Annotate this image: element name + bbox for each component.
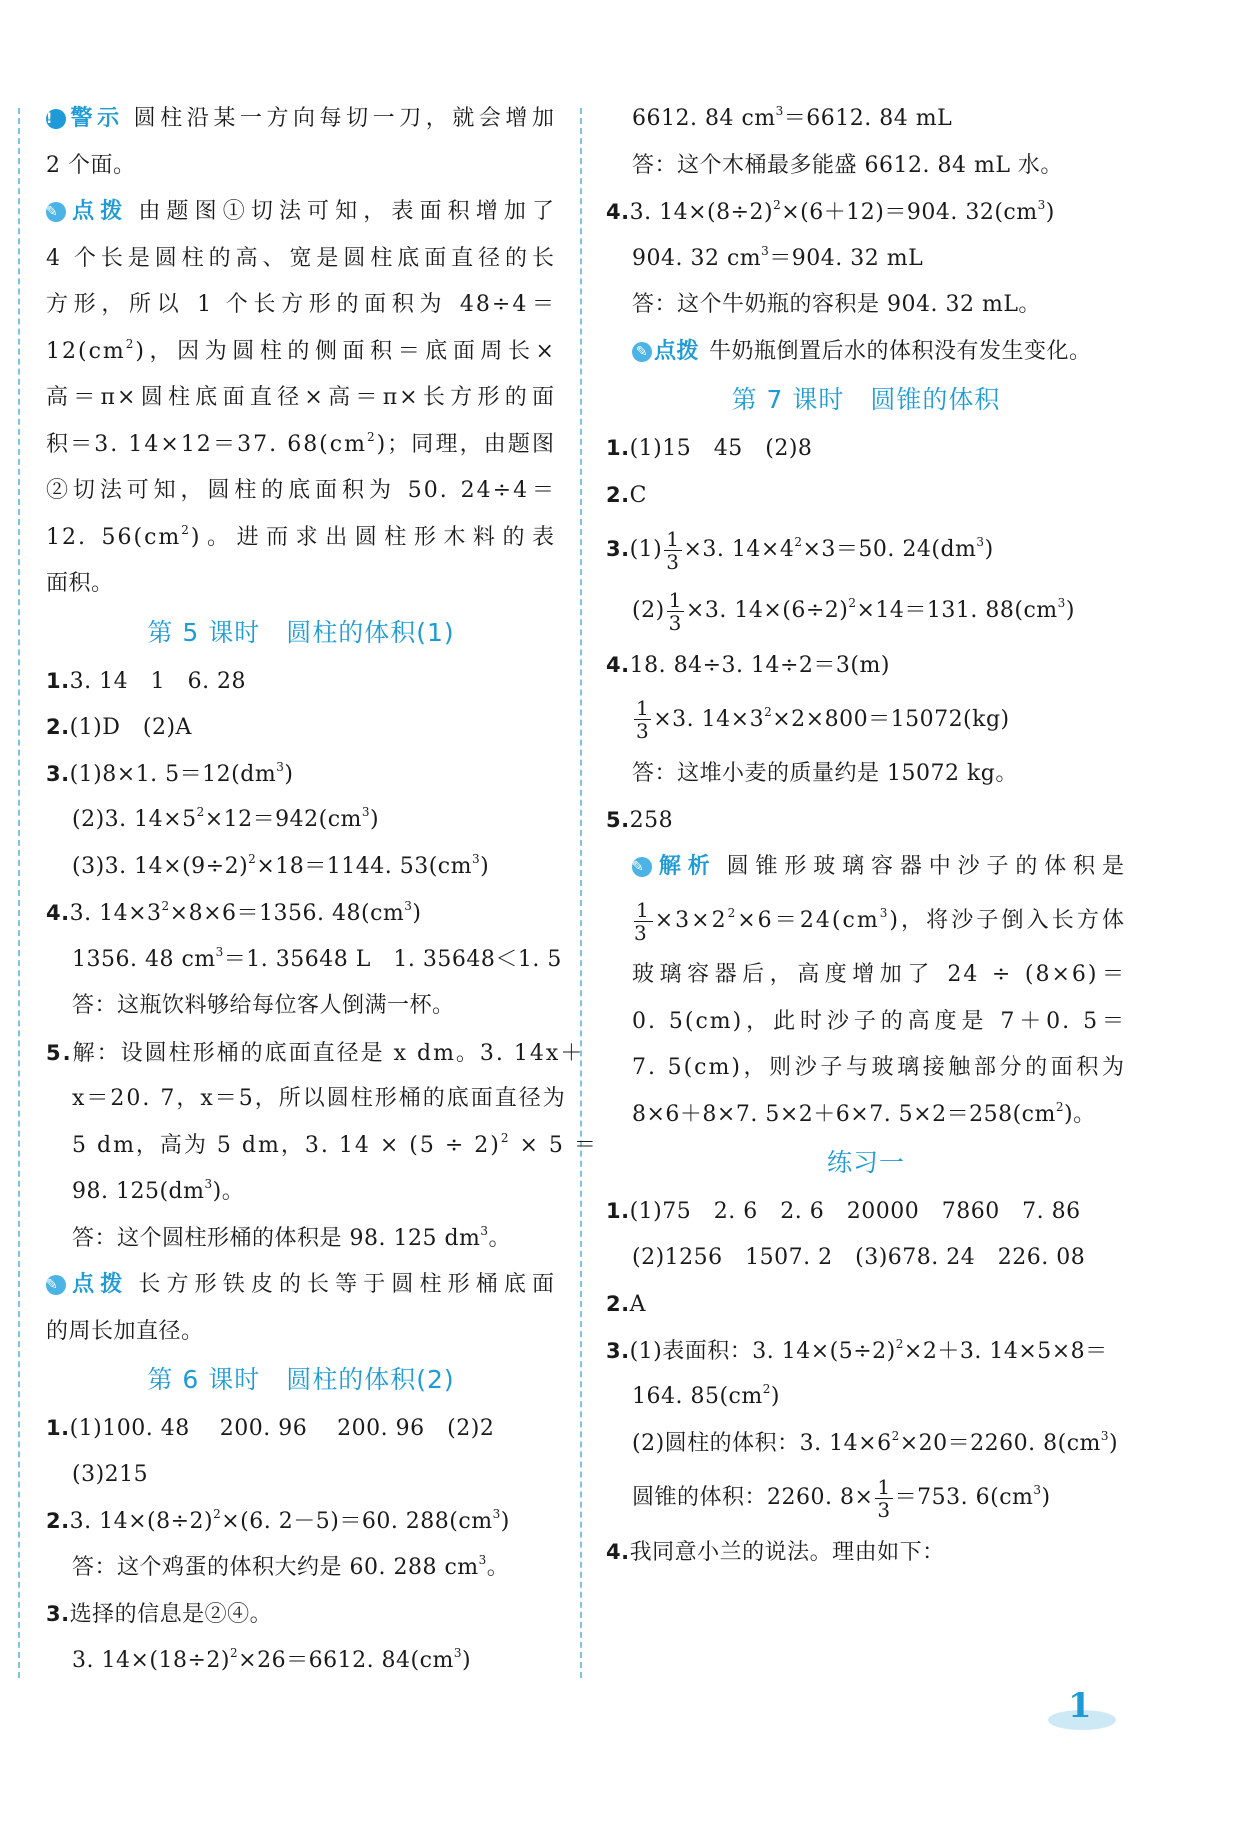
magnifier-icon: ✎ bbox=[632, 857, 652, 877]
answer-line: 4.18. 84÷3. 14÷2＝3(m) bbox=[606, 653, 890, 678]
analysis-note-line: 玻璃容器后，高度增加了 24 ÷ (8×6)＝ bbox=[632, 962, 1126, 987]
tip-note-line: 4 个长是圆柱的高、宽是圆柱底面直径的长 bbox=[46, 245, 556, 271]
fraction: $\frac{1}{3}$ bbox=[634, 897, 651, 945]
fraction: $\frac{1}{3}$ bbox=[668, 587, 682, 635]
answer-line: 3.(1) $\frac{1}{3}$ ×3. $14\times 4^2\times 3=50$. $24(dm^3)$ bbox=[606, 526, 994, 574]
answer-line: 1.(1)75 2. 6 2. 6 20000 7860 7. 86 bbox=[606, 1199, 1081, 1224]
answer-line: 答：这堆小麦的质量约是 15072 kg。 bbox=[632, 760, 1018, 786]
analysis-note-line: ✎ 解析 圆锥形玻璃容器中沙子的体积是 bbox=[632, 853, 1126, 879]
tip-note-line: 积＝3. 14×12＝37. $68(cm^2)$；同理，由题图 bbox=[46, 429, 556, 457]
answer-line: 4.3. $14\times 3^2\times 8\times 6=1356$. $48(cm^3)$ bbox=[46, 899, 422, 926]
left-column bbox=[46, 96, 598, 1684]
tip-note-line: ✎ 点拨 由题图①切法可知，表面积增加了 bbox=[46, 199, 556, 224]
answer-line: 5 dm，高为 5 dm，3. $14 \times (5 \div 2)^2 \times 5$ ＝ bbox=[72, 1130, 598, 1158]
analysis-note-line: 8×6＋8×7. 5×2＋6×7. $5\times 2=258(cm^2)$。 bbox=[632, 1099, 1096, 1127]
answer-line: 164. $85(cm^2)$ bbox=[632, 1382, 780, 1409]
pencil-icon: ✎ bbox=[46, 202, 66, 222]
answer-line: 答：这个鸡蛋的体积大约是 60. 288 $cm^3$。 bbox=[72, 1552, 510, 1580]
answer-line: x＝20. 7，x＝5，所以圆柱形桶的底面直径为 bbox=[72, 1086, 567, 1111]
page-number: 1 bbox=[1048, 1686, 1118, 1736]
column-divider bbox=[580, 108, 582, 1678]
tip-note-line: 高＝π×圆柱底面直径×高＝π×长方形的面 bbox=[46, 385, 556, 410]
analysis-note-line: $\frac{1}{3}$ $\times 3\times 2^2\times 6=24(cm^3)$，将沙子倒入长方体 bbox=[634, 897, 1126, 945]
answer-line: 5.解：设圆柱形桶的底面直径是 x dm。3. 14x＋ bbox=[46, 1040, 585, 1066]
answer-line: 6612. 84 $cm^3=6612$. 84 mL bbox=[632, 104, 953, 131]
section-heading: 第 6 课时 圆柱的体积(2) bbox=[147, 1365, 455, 1394]
tip-note-line: $12(cm^2)$，因为圆柱的侧面积＝底面周长× bbox=[46, 336, 556, 364]
answer-line: 1356. 48 $cm^3=1$. 35648 L 1. 35648＜1. 5 bbox=[72, 944, 562, 972]
analysis-tag: ✎ 解析 bbox=[632, 853, 717, 879]
exclamation-icon: ! bbox=[46, 109, 66, 129]
answer-line: 1.(1)100. 48 200. 96 200. 96 (2)2 bbox=[46, 1416, 495, 1441]
analysis-note-line: 0. 5(cm)，此时沙子的高度是 7＋0. 5＝ bbox=[632, 1008, 1126, 1034]
answer-line: 答：这个木桶最多能盛 6612. 84 mL 水。 bbox=[632, 152, 1063, 178]
section-heading: 练习一 bbox=[826, 1148, 905, 1177]
answer-line: 5.258 bbox=[606, 808, 674, 833]
answer-line: 3.(1)8×1. $5=12(dm^3)$ bbox=[46, 759, 294, 787]
warning-tag: ! 警示 bbox=[46, 106, 124, 131]
tip-tag: ✎ 点拨 bbox=[46, 199, 129, 224]
answer-line: 答：这瓶饮料够给每位客人倒满一杯。 bbox=[72, 993, 455, 1018]
answer-line: 2.(1)D (2)A bbox=[46, 715, 192, 740]
tip-note-line: 12. $56(cm^2)$。进而求出圆柱形木料的表 bbox=[46, 522, 556, 550]
pencil-icon: ✎ bbox=[46, 1275, 66, 1295]
fraction: $\frac{1}{3}$ bbox=[666, 526, 680, 574]
tip-note-line: ✎ 点拨 长方形铁皮的长等于圆柱形桶底面 bbox=[46, 1272, 556, 1297]
warning-note-line: ! 警示 圆柱沿某一方向每切一刀，就会增加 bbox=[46, 106, 556, 131]
tip-tag: ✎ 点拨 bbox=[46, 1272, 129, 1297]
answer-line: 4.我同意小兰的说法。理由如下： bbox=[606, 1540, 945, 1565]
answer-line: 2.A bbox=[606, 1292, 646, 1317]
pencil-icon: ✎ bbox=[632, 342, 652, 362]
answer-line: 答：这个牛奶瓶的容积是 904. 32 mL。 bbox=[632, 292, 1041, 317]
tip-note-line: 面积。 bbox=[46, 571, 114, 596]
tip-note-line: ②切法可知，圆柱的底面积为 50. 24÷4＝ bbox=[46, 478, 556, 503]
warning-note-line: 2 个面。 bbox=[46, 152, 136, 178]
answer-line: (3)3. $14\times(9\div 2)^2\times 18=1144$. $53(cm^3)$ bbox=[72, 851, 490, 879]
tip-note-line: 方形，所以 1 个长方形的面积为 48÷4＝ bbox=[46, 292, 556, 317]
answer-line: $\frac{1}{3}$ ×3. $14\times 3^2\times 2\times 800=15072(kg)$ bbox=[636, 696, 1010, 743]
answer-line: (2)圆柱的体积：3. $14\times 6^2\times 20=2260$. $8(cm^3)$ bbox=[632, 1428, 1119, 1456]
answer-line: 3.(1)表面积：3. $14\times(5\div 2)^2\times 2+3$. 14×5×8＝ bbox=[606, 1336, 1108, 1364]
answer-line: (2)1256 1507. 2 (3)678. 24 226. 08 bbox=[632, 1244, 1086, 1270]
answer-line: 1.3. 14 1 6. 28 bbox=[46, 668, 247, 694]
tip-note-line: ✎ 点拨 牛奶瓶倒置后水的体积没有发生变化。 bbox=[606, 329, 1126, 376]
answer-line: 答：这个圆柱形桶的体积是 98. 125 $dm^3$。 bbox=[72, 1223, 512, 1251]
tip-note-line: 的周长加直径。 bbox=[46, 1318, 204, 1344]
section-heading: 第 5 课时 圆柱的体积(1) bbox=[147, 617, 455, 647]
fraction: $\frac{1}{3}$ bbox=[636, 696, 650, 743]
answer-line: 98. $125(dm^3)$。 bbox=[72, 1177, 245, 1204]
answer-line: (2) $\frac{1}{3}$ ×3. $14\times(6\div 2)^2\times 14=131$. $88(cm^3)$ bbox=[632, 587, 1075, 635]
answer-line: (2)3. $14\times 5^2\times 12=942(cm^3)$ bbox=[72, 805, 380, 832]
left-margin-divider bbox=[18, 108, 20, 1678]
fraction: $\frac{1}{3}$ bbox=[877, 1474, 891, 1522]
right-column bbox=[606, 96, 1126, 1576]
answer-line: (3)215 bbox=[72, 1461, 149, 1487]
section-heading: 第 7 课时 圆锥的体积 bbox=[731, 385, 1001, 414]
answer-line: 圆锥的体积：2260. 8× $\frac{1}{3}$ ＝753. $6(cm^3)$ bbox=[632, 1474, 1051, 1522]
answer-line: 1.(1)15 45 (2)8 bbox=[606, 436, 813, 461]
answer-line: 4.3. $14\times(8\div 2)^2\times(6+12)=904$. $32(cm^3)$ bbox=[606, 198, 1055, 225]
answer-line: 3. $14\times(18\div 2)^2\times 26=6612$. $84(cm^3)$ bbox=[72, 1645, 472, 1673]
answer-line: 2.C bbox=[606, 482, 647, 508]
answer-line: 904. 32 $cm^3=904$. 32 mL bbox=[632, 243, 924, 271]
answer-line: 3.选择的信息是②④。 bbox=[46, 1602, 273, 1627]
answer-line: 2.3. $14\times(8\div 2)^2\times(6$. 2－5)＝60. $288(cm^3)$ bbox=[46, 1507, 510, 1534]
tip-tag: ✎ 点拨 bbox=[632, 339, 699, 364]
analysis-note-line: 7. 5(cm)，则沙子与玻璃接触部分的面积为 bbox=[632, 1055, 1126, 1080]
